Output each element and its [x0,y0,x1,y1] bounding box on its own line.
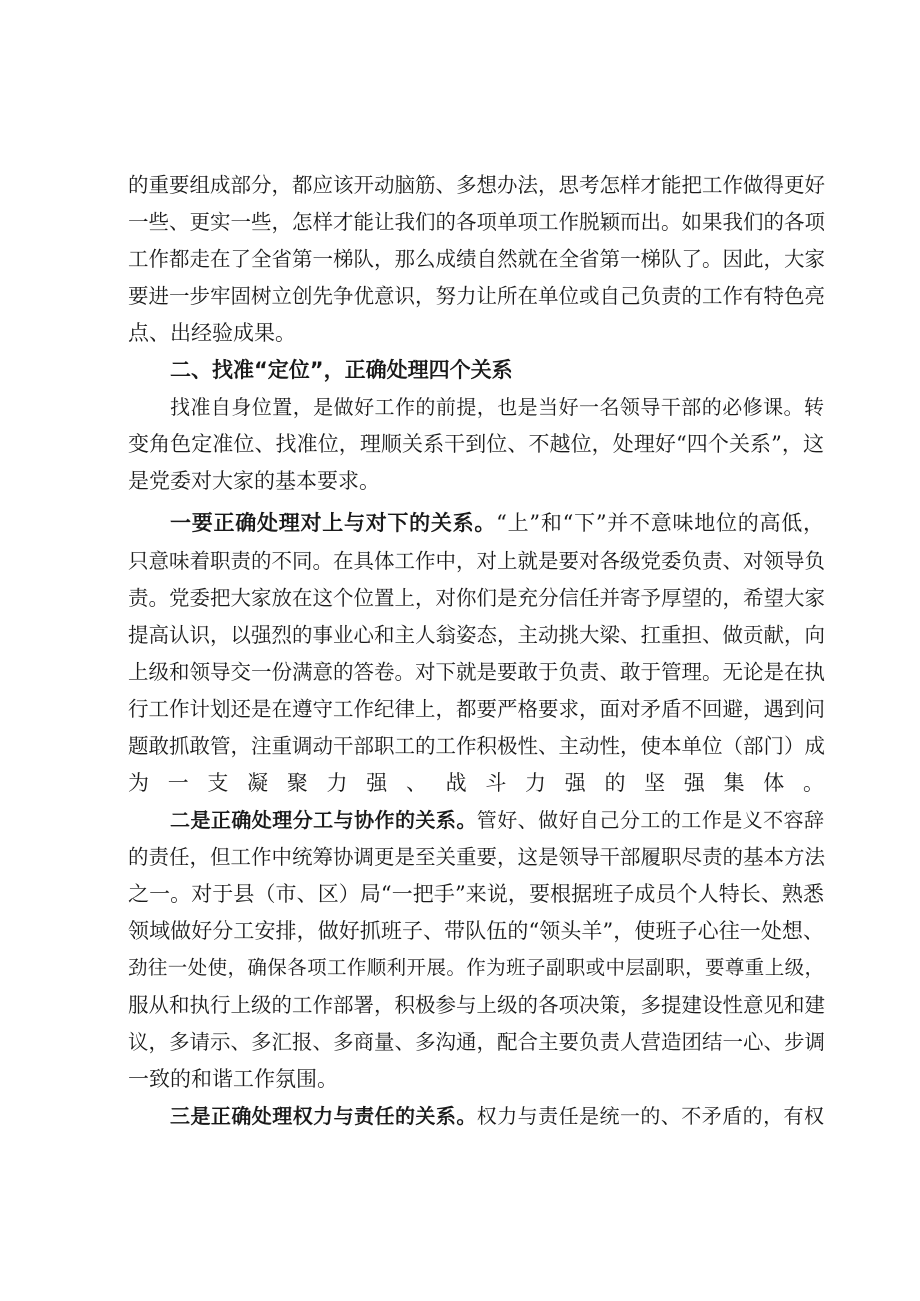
body-line: 的重要组成部分，都应该开动脑筋、多想办法，思考怎样才能把工作做得更好 [128,173,825,197]
body-line: 的责任，但工作中统筹协调更是至关重要，这是领导干部履职尽责的基本方法 [128,845,825,869]
section-heading: 二、找准“定位”，正确处理四个关系 [170,358,513,382]
body-line: 只意味着职责的不同。在具体工作中，对上就是要对各级党委负责、对领导负 [128,549,825,573]
body-line: 工作都走在了全省第一梯队，那么成绩自然就在全省第一梯队了。因此，大家 [128,247,825,271]
paragraph-lead: 一要正确处理对上与对下的关系。 [170,510,497,535]
body-line: 提高认识，以强烈的事业心和主人翁姿态，主动挑大梁、扛重担、做贡献，向 [128,623,825,647]
body-line: 议，多请示、多汇报、多商量、多沟通，配合主要负责人营造团结一心、步调 [128,1030,825,1054]
paragraph-first-line [170,805,824,835]
body-line: 一些、更实一些，怎样才能让我们的各项单项工作脱颖而出。如果我们的各项 [128,210,825,234]
body-line: 服从和执行上级的工作部署，积极参与上级的各项决策，多提建设性意见和建 [128,993,825,1017]
body-line: 一致的和谐工作氛围。 [128,1067,338,1091]
paragraph-first-line [170,508,824,538]
paragraph-first-line [170,1101,824,1131]
body-line: 题敢抓敢管，注重调动干部职工的工作积极性、主动性，使本单位（部门）成 [128,734,825,758]
paragraph-text: “上”和“下”并不意味地位的高低， [496,511,824,535]
paragraph-lead: 二是正确处理分工与协作的关系。 [170,808,477,832]
body-line: 劲往一处使，确保各项工作顺利开展。作为班子副职或中层副职，要尊重上级， [128,956,824,979]
paragraph-text: 管好、做好自己分工的工作是义不容辞 [476,808,825,832]
paragraph-lead: 三是正确处理权力与责任的关系。 [170,1104,477,1128]
body-line: 是党委对大家的基本要求。 [128,469,380,493]
body-line: 找准自身位置，是做好工作的前提，也是当好一名领导干部的必修课。转 [170,395,824,419]
body-line: 上级和领导交一份满意的答卷。对下就是要敢于负责、敢于管理。无论是在执 [128,660,825,684]
body-line: 行工作计划还是在遵守工作纪律上，都要严格要求，面对矛盾不回避，遇到问 [128,697,825,721]
body-line: 点、出经验成果。 [128,321,296,345]
body-line: 要进一步牢固树立创先争优意识，努力让所在单位或自己负责的工作有特色亮 [128,284,825,308]
body-line: 领域做好分工安排，做好抓班子、带队伍的“领头羊”，使班子心往一处想、 [128,919,824,943]
body-line: 之一。对于县（市、区）局“一把手”来说，要根据班子成员个人特长、熟悉 [128,882,824,906]
paragraph-text: 权力与责任是统一的、不矛盾的，有权 [476,1104,825,1128]
body-line: 为一支凝聚力强、战斗力强的坚强集体。 [128,771,824,795]
body-line: 责。党委把大家放在这个位置上，对你们是充分信任并寄予厚望的，希望大家 [128,586,825,610]
body-line: 变角色定准位、找准位，理顺关系干到位、不越位，处理好“四个关系”，这 [128,432,824,456]
